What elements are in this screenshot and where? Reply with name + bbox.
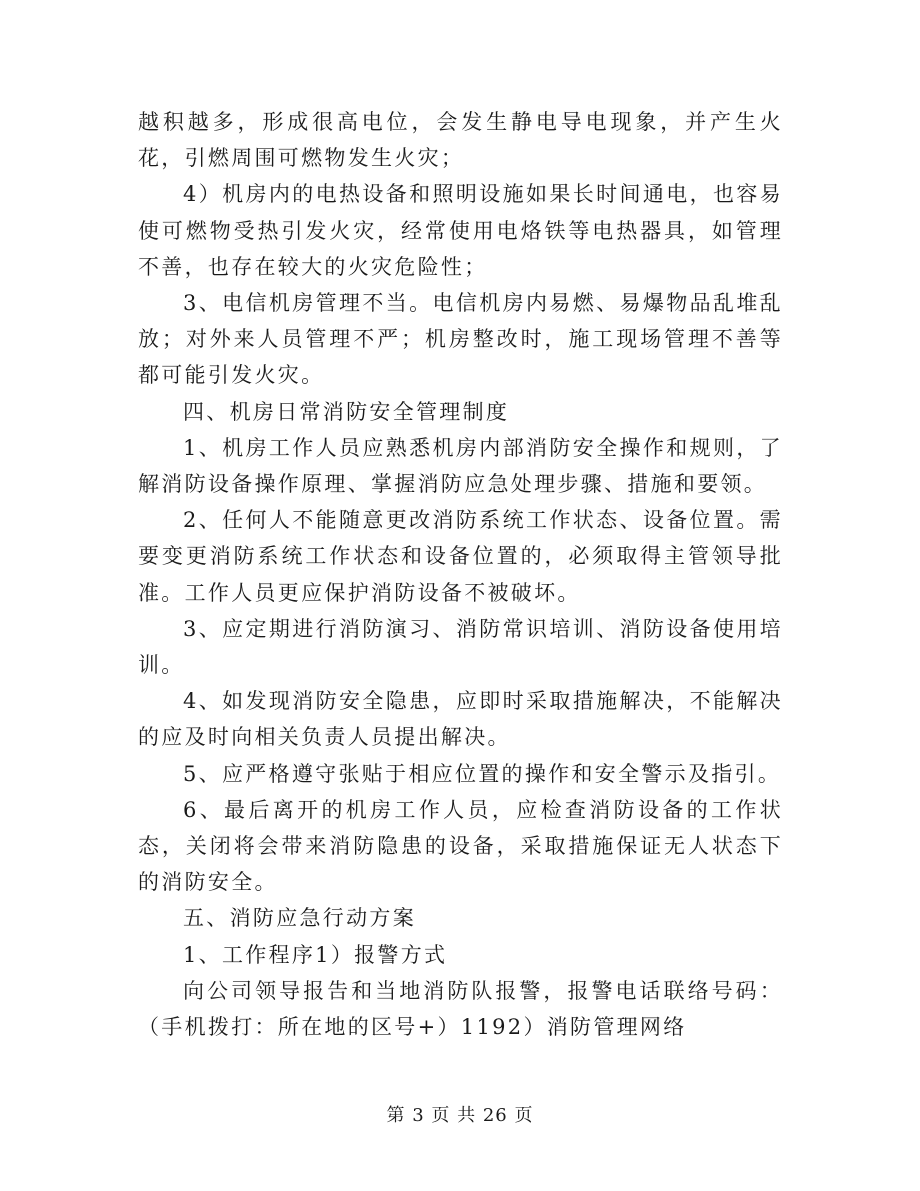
paragraph-2: 4）机房内的电热设备和照明设施如果长时间通电，也容易使可燃物受热引发火灾，经常使用电烙铁等电热器具，如管理不善，也存在较大的火灾危险性；	[138, 182, 783, 279]
paragraph-3: 3、电信机房管理不当。电信机房内易燃、易爆物品乱堆乱放；对外来人员管理不严；机房整改时，施工现场管理不善等都可能引发火灾。	[138, 291, 783, 388]
document-body	[138, 104, 783, 1045]
paragraph-13: 向公司领导报告和当地消防队报警，报警电话联络号码：（手机拨打：所在地的区号+）1192）消防管理网络	[138, 978, 783, 1040]
paragraph-7: 3、应定期进行消防演习、消防常识培训、消防设备使用培训。	[138, 616, 783, 678]
page-footer	[0, 1101, 920, 1127]
section-heading-4: 四、机房日常消防安全管理制度	[183, 399, 510, 424]
paragraph-9: 5、应严格遵守张贴于相应位置的操作和安全警示及指引。	[183, 761, 782, 786]
paragraph-12: 1、工作程序1）报警方式	[183, 942, 448, 967]
section-heading-5: 五、消防应急行动方案	[183, 906, 416, 931]
paragraph-1: 越积越多，形成很高电位，会发生静电导电现象，并产生火花，引燃周围可燃物发生火灾；	[138, 110, 783, 171]
paragraph-10: 6、最后离开的机房工作人员，应检查消防设备的工作状态，关闭将会带来消防隐患的设备，采取措施保证无人状态下的消防安全。	[138, 797, 783, 895]
paragraph-5: 1、机房工作人员应熟悉机房内部消防安全操作和规则，了解消防设备操作原理、掌握消防应急处理步骤、措施和要领。	[138, 435, 783, 497]
page-number: 第 3 页 共 26 页	[386, 1105, 534, 1126]
paragraph-6: 2、任何人不能随意更改消防系统工作状态、设备位置。需要变更消防系统工作状态和设备位置的，必须取得主管领导批准。工作人员更应保护消防设备不被破坏。	[138, 508, 783, 605]
paragraph-8: 4、如发现消防安全隐患，应即时采取措施解决，不能解决的应及时向相关负责人员提出解决。	[138, 689, 783, 750]
